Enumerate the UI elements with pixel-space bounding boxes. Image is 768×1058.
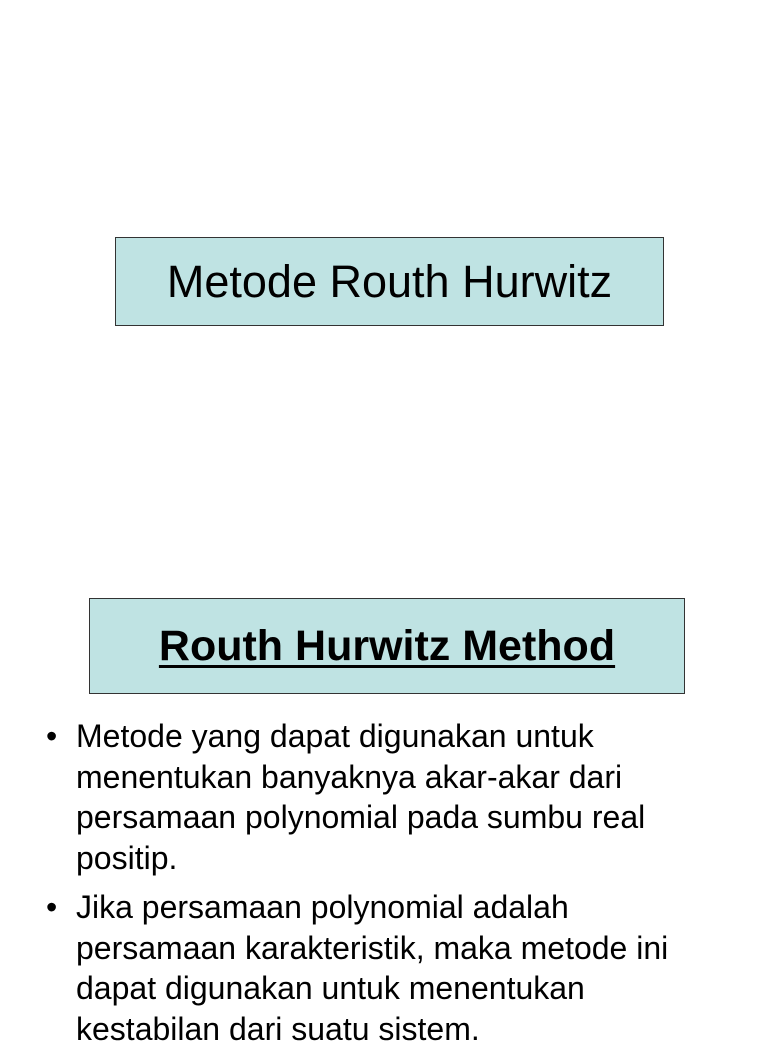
slide-heading: Routh Hurwitz Method [158,621,616,670]
bullet-text: Jika persamaan polynomial adalah persamaan karakteristik, maka metode ini dapat digunakan untuk menentukan kestabilan dari suatu sistem. [76,889,669,1047]
bullet-icon: • [46,718,58,754]
bullet-item [46,887,726,1049]
bullet-item [46,716,726,878]
bullet-list [46,716,726,1058]
heading-box [89,598,685,694]
bullet-icon: • [46,889,58,925]
slide-title: Metode Routh Hurwitz [166,256,613,307]
bullet-text: Metode yang dapat digunakan untuk menentukan banyaknya akar-akar dari persamaan polynomial pada sumbu real positip. [76,718,646,876]
title-box [115,237,664,326]
